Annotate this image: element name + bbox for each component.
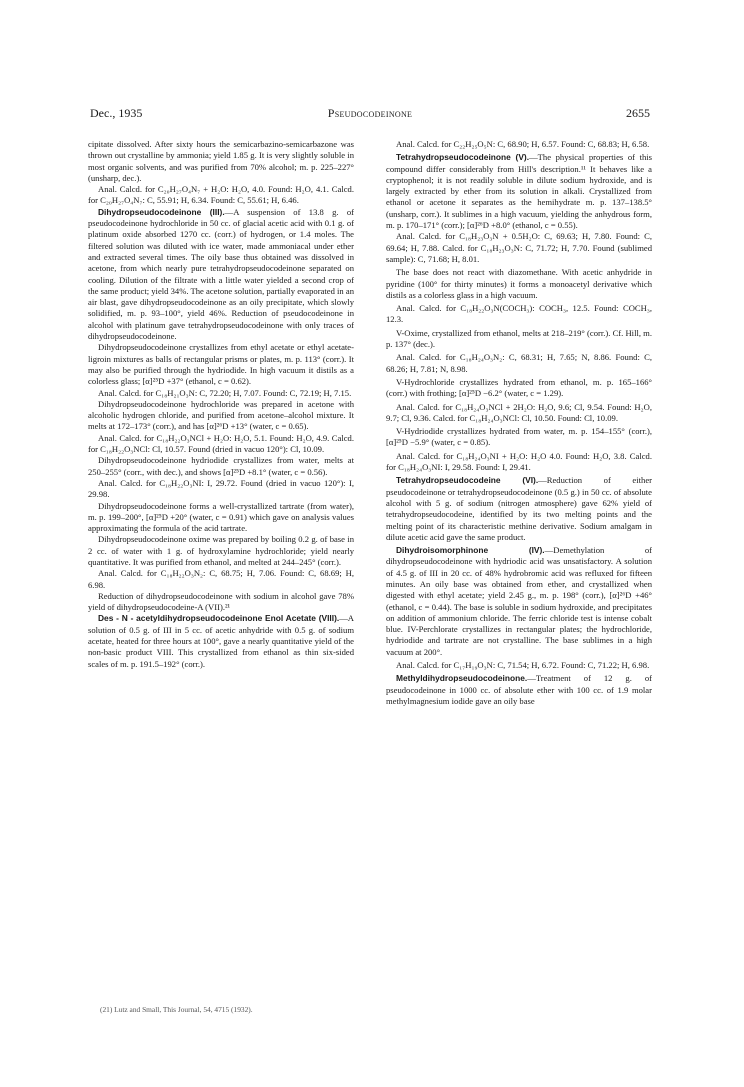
section-heading: Des - N - acetyldihydropseudocodeinone Enol Acetate (VIII).	[98, 613, 340, 624]
left-column	[88, 139, 354, 670]
analysis-paragraph: Anal. Calcd. for C₁₈H₂₂O₃N(COCH₃): COCH₃, 12.5. Found: COCH₃, 12.3.	[386, 303, 652, 325]
paragraph: V-Hydriodide crystallizes hydrated from water, m. p. 154–155° (corr.), [α]²⁵D −5.9° (water, c = 0.85).	[386, 426, 652, 448]
footnote: (21) Lutz and Small, This Journal, 54, 4715 (1932).	[100, 1005, 253, 1014]
paragraph: cipitate dissolved. After sixty hours the semicarbazino-semicarbazone was thrown out crystalline by ammonia; yield 1.85 g. It is very slightly soluble in most organic solvents, and was purified from 70% alcohol; m. p. 225–227° (unsharp, dec.).	[88, 139, 354, 183]
section-heading: Dihydropseudocodeinone (III).	[98, 206, 225, 217]
paragraph: V-Hydrochloride crystallizes hydrated from ethanol, m. p. 165–166° (corr.) with frothing; [α]²⁵D −6.2° (water, c = 1.29).	[386, 376, 652, 399]
paragraph: Reduction of dihydropseudocodeinone with sodium in alcohol gave 78% yield of dihydropseudocodeine-A (VII).²¹	[88, 590, 354, 613]
analysis-paragraph: Anal. Calcd. for C₁₈H₂₄O₃NCl + 2H₂O: H₂O, 9.6; Cl, 9.54. Found: H₂O, 9.7; Cl, 9.36. Calcd. for C₁₈H₂₄O₃NCl: Cl, 10.50. Found: Cl, 10.09.	[386, 401, 652, 423]
section-heading: Tetrahydropseudocodeine (VI).	[396, 475, 539, 486]
section-heading: Tetrahydropseudocodeinone (V).	[396, 152, 530, 163]
analysis-paragraph: Anal. Calcd. for C₁₇H₁₉O₃N: C, 71.54; H, 6.72. Found: C, 71.22; H, 6.98.	[396, 660, 650, 671]
header-title: Pseudocodeinone	[327, 106, 413, 120]
section-text: —Treatment of 12 g. of pseudocodeinone in 1000 cc. of absolute ether with 100 cc. of 1.9 molar methylmagnesium iodide gave an oily base	[386, 673, 652, 706]
analysis-paragraph: Anal. Calcd. for C₁₈H₂₂O₃N₂: C, 68.75; H, 7.06. Found: C, 68.69; H, 6.98.	[88, 568, 354, 590]
paragraph: The base does not react with diazomethane. With acetic anhydride in pyridine (100° for thirty minutes) it forms a monoacetyl derivative which distils as a colorless glass in a high vacuum.	[386, 267, 652, 300]
paragraph: Dihydropseudocodeinone hydriodide crystallizes from water, melts at 250–255° (corr., with dec.), and shows [α]²⁵D +8.1° (water, c = 0.56).	[88, 455, 354, 477]
section-paragraph	[386, 545, 652, 658]
running-header	[90, 106, 650, 122]
paragraph: Dihydropseudocodeinone crystallizes from ethyl acetate or ethyl acetate-ligroin mixtures as balls of rectangular prisms or plates, m. p. 113° (corr.). It may also be purified through the hydriodide. In high vacuum it distils as a colorless glass; [α]²⁵D +37° (ethanol, c = 0.62).	[88, 342, 354, 387]
analysis-paragraph: Anal. Calcd. for C₂₂H₂₅O₅N: C, 68.90; H, 6.57. Found: C, 68.83; H, 6.58.	[396, 139, 650, 149]
analysis-paragraph: Anal. Calcd. for C₁₈H₂₃O₃N + 0.5H₂O: C, 69.63; H, 7.80. Found: C, 69.64; H, 7.88. Calcd. for C₁₈H₂₃O₃N: C, 71.72; H, 7.70. Found (sublimed sample): C, 71.68; H, 8.01.	[386, 231, 652, 264]
analysis-paragraph: Anal. Calcd. for C₁₈H₂₂O₃NCl + H₂O: H₂O, 5.1. Found: H₂O, 4.9. Calcd. for C₁₈H₂₂O₃NCl: Cl, 10.57. Found (dried in vacuo 120°): Cl, 10.09.	[88, 432, 354, 455]
section-text: —A suspension of 13.8 g. of pseudocodeinone hydrochloride in 50 cc. of glacial acetic acid with 0.1 g. of platinum oxide absorbed 1270 cc. (corr.) of hydrogen, or 1.4 moles. The filtered solution was diluted with ice water, made ammoniacal under ether and extracted several times. The oily base thus obtained was dissolved in acetone, from which nearly pure tetrahydropseudocodeinone separated on cooling. Dilution of the filtrate with a little water yielded a second crop of the same product; yield 34%. The acetone solution, partially evaporated in an air blast, gave dihydropseudocodeinone as an oily precipitate, which slowly solidified, m. p. 93–100°, yield 46%. Reduction of pseudocodeinone in alcohol with platinum gave tetrahydropseudocodeinone with only traces of dihydropseudocodeinone.	[88, 206, 355, 342]
section-text: —The physical properties of this compound differ considerably from Hill's description.¹¹ It behaves like a cryptophenol; it is not readily soluble in dilute sodium hydroxide, and is largely extracted by ether from its solution in alkali. Crystallized from ethanol or acetone it separates as the hemihydrate m. p. 137–138.5° (unsharp, corr.). It sublimes in a high vacuum, yielding the anhydrous form, m. p. 170–171° (corr.); [α]²⁶D +8.0° (ethanol, c = 0.55).	[386, 152, 652, 231]
section-paragraph	[386, 152, 652, 231]
analysis-paragraph: Anal. Calcd. for C₁₈H₂₂O₃NI: I, 29.72. Found (dried in vacuo 120°): I, 29.98.	[88, 477, 354, 500]
analysis-paragraph: Anal. Calcd. for C₁₈H₂₄O₃N₂: C, 68.31; H, 7.65; N, 8.86. Found: C, 68.26; H, 7.81; N, 8.98.	[386, 352, 652, 374]
analysis-paragraph: Anal. Calcd. for C₂₀H₂₇O₄N₇ + H₂O: H₂O, 4.0. Found: H₂O, 4.1. Calcd. for C₂₀H₂₇O₄N₇: C, 55.91; H, 6.34. Found: C, 55.61; H, 6.46.	[88, 184, 354, 206]
page-number: 2655	[626, 106, 650, 120]
paragraph: Dihydropseudocodeinone hydrochloride was prepared in acetone with alcoholic hydrogen chloride, and purified from acetone–alcohol mixture. It melts at 172–173° (corr.), and has [α]²⁶D +13° (water, c = 0.65).	[88, 398, 354, 432]
section-heading: Dihydroisomorphinone (IV).	[396, 545, 545, 556]
paragraph: Dihydropseudocodeinone forms a well-crystallized tartrate (from water), m. p. 199–200°, [α]²⁵D +20° (water, c = 0.91) which gave on analysis values approximating the formula of the acid tartrate.	[88, 500, 354, 534]
section-text: —A solution of 0.5 g. of III in 5 cc. of acetic anhydride with 0.5 g. of sodium acetate, heated for three hours at 100°, gave a nearly quantitative yield of the non-basic product VIII. This crystallized from ethanol as thin six-sided scales of m. p. 191.5–192° (corr.).	[88, 613, 354, 669]
analysis-paragraph: Anal. Calcd. for C₁₈H₂₁O₃N: C, 72.20; H, 7.07. Found: C, 72.19; H, 7.15.	[98, 387, 352, 398]
section-paragraph	[88, 207, 354, 343]
section-paragraph	[386, 673, 652, 707]
right-column	[386, 139, 652, 707]
analysis-paragraph: Anal. Calcd. for C₁₈H₂₄O₃NI + H₂O: H₂O 4.0. Found: H₂O, 3.8. Calcd. for C₁₈H₂₄O₃NI: I, 29.58. Found: I, 29.41.	[386, 450, 652, 473]
section-text: —Reduction of either pseudocodeinone or tetrahydropseudocodeinone (0.5 g.) in 50 cc. of absolute alcohol with 5 g. of sodium (nitrogen atmosphere) gave 62% yield of tetrahydropseudocodeine, identified by its two melting points and the melting point of its characteristic methine derivative. Sodium amalgam in dilute acetic acid gave the same product.	[386, 475, 652, 542]
paragraph: Dihydropseudocodeinone oxime was prepared by boiling 0.2 g. of base in 2 cc. of water with 1 g. of hydroxylamine hydrochloride; yield nearly quantitative. It was purified from ethanol, and melted at 244–245° (corr.).	[88, 534, 354, 567]
paragraph: V-Oxime, crystallized from ethanol, melts at 218–219° (corr.). Cf. Hill, m. p. 137° (dec.).	[386, 327, 652, 350]
section-paragraph	[386, 475, 652, 543]
section-text: —Demethylation of dihydropseudocodeinone with hydriodic acid was unsatisfactory. A solution of 4.5 g. of III in 20 cc. of 48% hydrobromic acid was refluxed for fifteen minutes. An oily base was obtained from ether, and crystallized when digested with ethyl acetate; yield 2.45 g., m. p. 198° (corr.), [α]²⁶D +46° (ethanol, c = 0.44). The base is soluble in sodium hydroxide, and precipitates on addition of ammonium chloride. The ferric chloride test is intense cobalt blue. IV-Perchlorate crystallizes in rectangular plates; the hydrochloride, hydriodide and tartrate are not crystalline. The base sublimes in a high vacuum at 200°.	[386, 545, 652, 657]
section-heading: Methyldihydropseudocodeinone.	[396, 673, 528, 684]
header-date: Dec., 1935	[90, 106, 143, 120]
section-paragraph	[88, 613, 354, 669]
